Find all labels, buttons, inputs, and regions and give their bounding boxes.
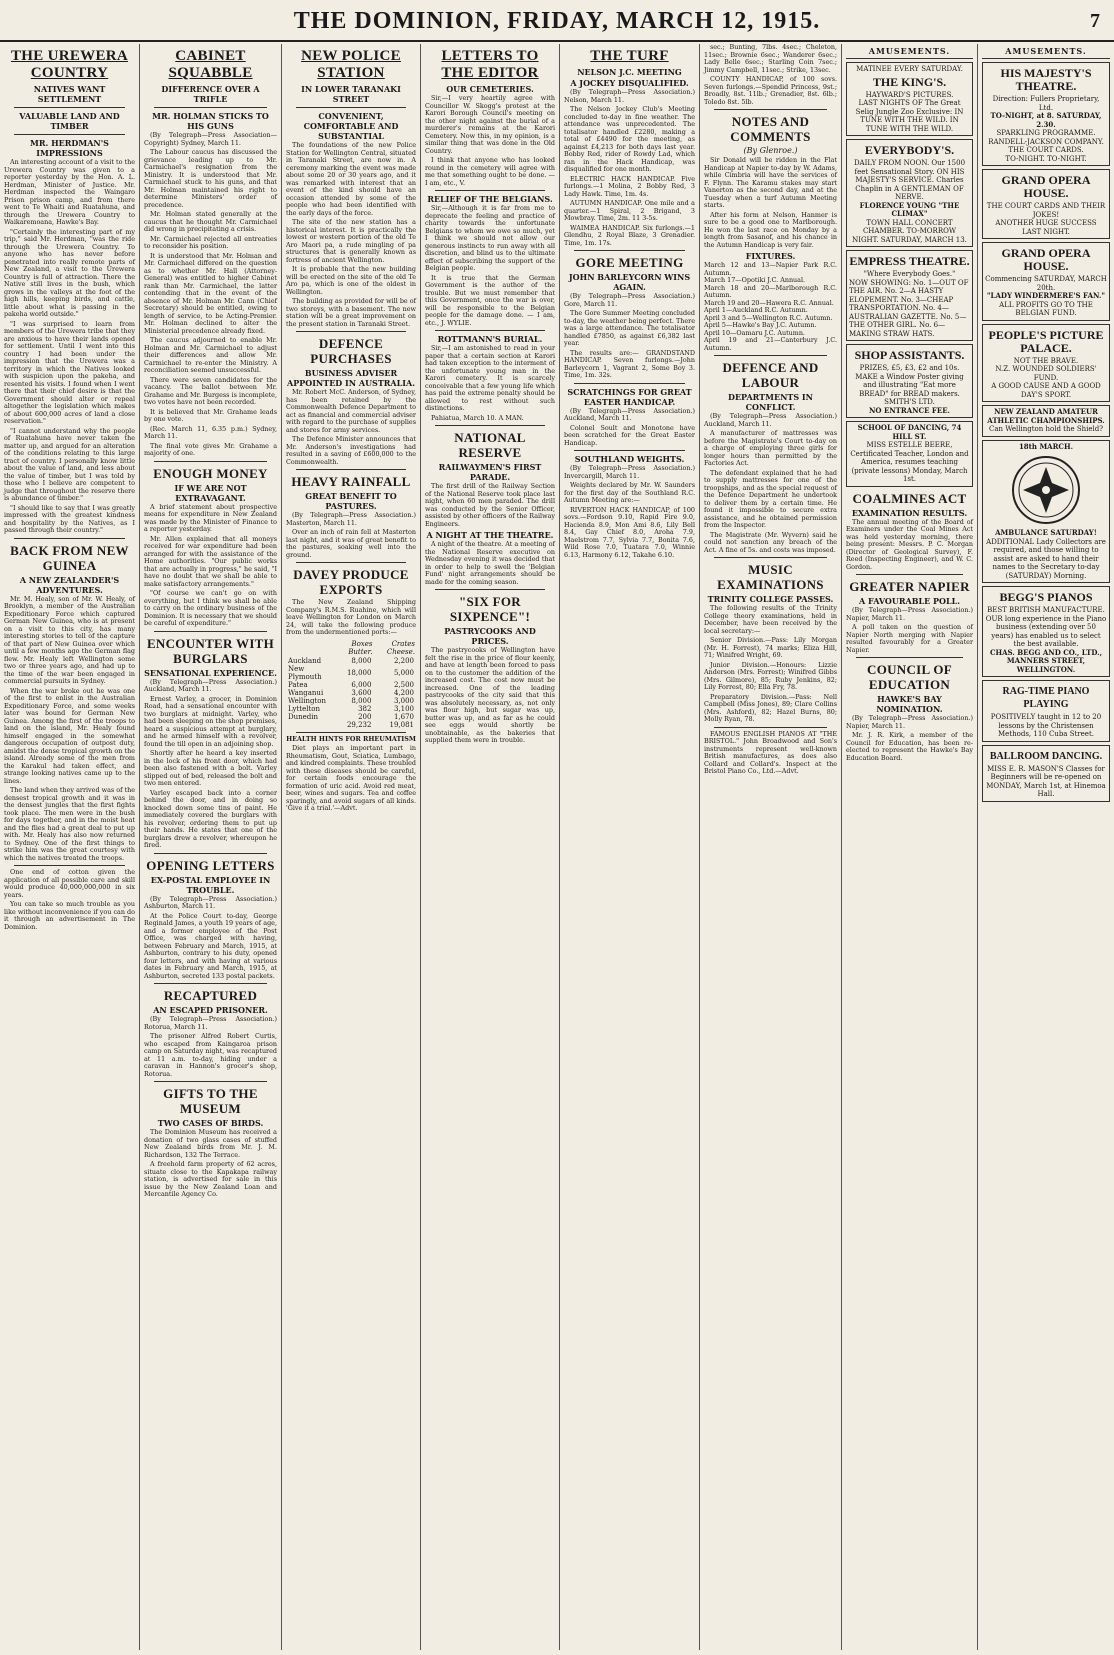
ad-line: CHAS. BEGG AND CO., LTD., MANNERS STREET, WELLINGTON. (989, 647, 1103, 674)
article-paragraph: Sir,—I very heartily agree with Councillor W. Skogg's protest at the Karori Borough Council's meeting on the other night against the burial of a murderer's remains at the Karori Cemetery. Now this, in my opinion, is a similar thing that was done in the Old Country. (425, 94, 555, 155)
ad-grand-opera (982, 169, 1110, 239)
table-cell: Dunedin (288, 712, 318, 721)
headline-defence: DEFENCE PURCHASES (310, 336, 392, 366)
article-paragraph: At the Police Court to-day, George Reginald James, a youth 19 years of age, and a former employee of the Post Office, was charged with having, between February and March, 1915, at Ashburton, contrary to his duty, opened four letters, and with having at various dates in February and March, 1915, at Ashburton, secreted 133 postal packets. (144, 911, 277, 980)
headline-urewera: THE UREWERA COUNTRY (10, 48, 129, 81)
headline-exports: DAVEY PRODUCE EXPORTS (293, 567, 409, 597)
race-result: RIVERTON HACK HANDICAP, of 100 sovs.—Fordson 9.10, Rapid Fire 9.0, Hacienda 8.9, Mon Ami 8.6, Lily Bell 8.4, Gay Chief 8.0, Aroha 7.9, Maelstrom 7.7, Sylvia 7.7, Bonita 7.6, Wild Rose 7.0, Tuatara 7.0, Winnie 6.13, Harmony 6.12, Takahe 6.10. (564, 505, 695, 559)
ad-his-majestys (982, 62, 1110, 166)
dateline: (By Telegraph—Press Association.) Gore, March 11. (564, 292, 695, 308)
ad-line: MISS E. R. MASON'S Classes for Beginners will be re-opened on MONDAY, March 1st, at Hinemoa Hall. (986, 764, 1106, 798)
headline-turf: THE TURF (590, 48, 669, 64)
article-paragraph: There were seven candidates for the vacancy. The ballot between Mr. Grahame and Mr. Burgess is incomplete, two votes have not been recorded. (144, 375, 277, 406)
divider (856, 657, 963, 658)
divider (435, 330, 545, 331)
table-row (286, 721, 416, 729)
column-3 (282, 44, 421, 1650)
subhead: SCRATCHINGS FOR GREAT EASTER HANDICAP. (567, 386, 692, 407)
headline-rainfall: HEAVY RAINFALL (291, 474, 411, 489)
subhead: RAILWAYMEN'S FIRST PARADE. (438, 462, 542, 482)
divider (154, 461, 267, 462)
dateline: (By Telegraph—Press Association.) Auckland, March 11. (704, 412, 837, 428)
ad-title: SHOP ASSISTANTS. (854, 348, 965, 362)
subhead: HAWKE'S BAY NOMINATION. (876, 694, 943, 714)
article-paragraph: It is understood that Mr. Holman and Mr. Carmichael differed on the question as to whether Mr. Hall (Attorney-General) was entitled to higher Cabinet rank than Mr. Carmichael, the latter contending that in the event of the absence of Mr. Holman Mr. Cann (Chief Secretary) should be entitled, owing to length of service, to be Acting-Premier. Mr. Holman declined to alter the Ministerial precedence already fixed. (144, 251, 277, 335)
byline: (By Glenroe.) (743, 146, 798, 155)
ad-everybodys (846, 139, 973, 247)
table-cell: 3,000 (393, 696, 414, 705)
subhead: ROTTMANN'S BURIAL. (437, 334, 543, 344)
table-cell: 3,600 (351, 688, 372, 697)
headline-gore: GORE MEETING (575, 255, 684, 270)
divider (154, 631, 267, 632)
table-cell: Wanganui (288, 688, 324, 697)
article-paragraph: I think that anyone who has looked round in the cemetery will agree with me that something ought to be done. — I am, etc., V. (425, 156, 555, 187)
table-row (286, 681, 416, 689)
table-header-cell: Boxes Butter. (348, 639, 373, 656)
article-paragraph: The Defence Minister announces that Mr. Anderson's investigations had resulted in a saving of £600,000 to the Commonwealth. (286, 435, 416, 466)
dateline: (By Telegraph—Press Association.) Auckland, March 11. (144, 677, 277, 693)
article-paragraph: Mr. Robert McC. Anderson, of Sydney, has been retained by the Commonwealth Defence Department to act as financial and commercial adviser with regard to the purchase of supplies and stores for army services. (286, 388, 416, 434)
article-paragraph: Sir,—I am astonished to read in your paper that a certain section at Karori had taken exception to the interment of the unfortunate young man in the Karori cemetery. It is scarcely conceivable that a few young life which has paid the extreme penalty should be allowed to rest without such distinctions. (425, 344, 555, 412)
table-cell: 5,000 (393, 668, 414, 677)
ad-line: LAST NIGHTS OF The Great Selig Jungle Zoo Exclusive: IN TUNE WITH THE WILD. IN TUNE WITH THE WILD. (855, 99, 964, 133)
article-paragraph: After his form at Nelson, Hanmer is sure to be a good one to Marlborough. He won the last race on Monday by a length from Sasanof, and his chance in the Autumn Handicap is very fair. (704, 210, 837, 249)
divider (435, 589, 545, 590)
article-paragraph: Mr. M. Healy, son of Mr. W. Healy, of Brooklyn, a member of the Australian Expeditionary Force which captured German New Guinea, who is at present on a visit to this city, has many interesting stories to tell of the capture of that part of New Guinea over which until a few months ago the German flag flew. Mr. Healy left Wellington some two or three years ago, and had up to the time of the war been engaged in commercial pursuits in Sydney. (4, 594, 135, 685)
divider (714, 109, 827, 110)
export-table-header (286, 639, 416, 657)
article-paragraph: Shortly after he heard a key inserted in the lock of his front door, which had been also fastened with a bolt. Varley slipped out of bed, released the bolt and two men entered. (144, 749, 277, 787)
article-paragraph: Colonel Soult and Monotone have been scratched for the Great Easter Handicap. (564, 423, 695, 447)
table-cell: 29,232 (346, 720, 372, 729)
table-row (286, 713, 416, 721)
ad-line: SPARKLING PROGRAMME. (996, 129, 1096, 137)
article-paragraph: It is probable that the new building will be erected on the site of the old Te Aro pa, which is one of the oldest in Wellington. (286, 265, 416, 296)
table-row (286, 705, 416, 713)
article-paragraph: "Certainly the interesting part of my trip," said Mr. Herdman, "was the ride through the Urewera Country. To anyone who has never before penetrated into really remote parts of New Zealand, a visit to the Urewera Country is full of attraction. There the Native still lives in the bush, which grows in the valleys at the foot of the high hills, keeping birds, and cattle, little about what is passing in the pakeha world outside." (4, 227, 135, 318)
race-result: COUNTY HANDICAP, of 100 sovs. Seven furlongs.—Spendid Princess, 9st.; Broadly, 8st. 11lb.; Grenadier, 8st. 6lb.; Toledo 8st. 5lb. (704, 75, 837, 106)
divider (154, 983, 267, 984)
article-paragraph: "I was surprised to learn from members of the Urewera tribe that they are anxious to have their lands opened for settlement. Until I went into this country I had been under the impression that the Urewera was a territory in which the Natives looked with suspicion upon the pakeha, and resented his visits. I found when I went there that their chief desire is that the Government should alter or repeal altogether the legislation which makes of about 600,000 acres of land a close reservation." (4, 319, 135, 425)
divider (574, 250, 685, 251)
ad-line: FLORENCE YOUNG "THE CLIMAX" (859, 200, 960, 218)
ad-begg-pianos (982, 586, 1110, 677)
table-cell: 8,000 (351, 656, 372, 665)
table-header-cell: Crates Cheese. (386, 639, 415, 656)
race-result: AUTUMN HANDICAP. One mile and a quarter.—1 Spiral, 2 Brigand, 3 Mowbray. Time, 2m. 11 3-5s. (564, 199, 695, 222)
divider (14, 865, 125, 866)
ad-title: EMPRESS THEATRE. (849, 254, 970, 268)
ad-line: RANDELL-JACKSON COMPANY. (988, 137, 1104, 146)
subhead: IF WE ARE NOT EXTRAVAGANT. (174, 482, 247, 503)
headline-police: NEW POLICE STATION (301, 48, 401, 81)
dateline: (By Telegraph—Press Association.) Ashburton, March 11. (144, 894, 277, 910)
ad-line: Commencing SATURDAY, MARCH 20th. (985, 275, 1107, 292)
headline-notes: NOTES AND COMMENTS (730, 114, 811, 144)
article-paragraph: Preparatory Division.—Pass: Nell Campbell (Miss Jones), 89; Clare Collins (Mrs. Ashford), 82; Hazel Burns, 80; Molly Ryan, 78. (704, 692, 837, 723)
article-paragraph: A night of the theatre. At a meeting of the National Reserve executive on Wednesday evening it was decided that in order to help to swell the 'Belgian Fund' night arrangements should be made for the coming season. (425, 540, 555, 586)
article-paragraph: Senior Division.—Pass: Lily Morgan (Mr. H. Forrest), 74 marks; Eliza Hill, 71; Winifred Wright, 69. (704, 636, 837, 659)
article-paragraph: Junior Division.—Honours: Lizzie Anderson (Mrs. Forrest); Winifred Gibbs (Mrs. Gilmore), 85; Ruby Jenkins, 82; Lily Forrest, 80; Ella Fry, 78. (704, 660, 837, 691)
dateline: (By Telegraph—Press Association.) Napier, March 11. (846, 606, 973, 622)
subhead: EX-POSTAL EMPLOYEE IN TROUBLE. (150, 874, 271, 895)
dateline: (By Telegraph—Press Association.) Masterton, March 11. (286, 511, 416, 527)
ad-line: TO-NIGHT. TO-NIGHT. (1005, 154, 1087, 163)
headline-music: MUSIC EXAMINATIONS (717, 562, 824, 592)
table-cell: 6,000 (351, 680, 372, 689)
subhead: JOHN BARLEYCORN WINS AGAIN. (568, 272, 691, 292)
divider (856, 574, 963, 575)
dateline: (By Telegraph—Press Association.) Napier, March 11. (846, 714, 973, 730)
article-paragraph: The New Zealand Shipping Company's R.M.S. Ruahine, which will leave Wellington for London on March 24, will take the following produce from the undermentioned ports:— (286, 598, 416, 636)
column-1 (0, 44, 140, 1650)
subhead: IN LOWER TARANAKI STREET (301, 84, 401, 104)
table-cell: 18,000 (346, 668, 372, 677)
subhead: BUSINESS ADVISER APPOINTED IN AUSTRALIA. (286, 368, 415, 388)
divider (296, 331, 406, 332)
subhead: NELSON J.C. MEETING (577, 67, 682, 77)
article-paragraph: The Magistrate (Mr. Wyvern) said he could not sanction any breach of the Act. A fine of 5s. and costs was imposed. (704, 530, 837, 554)
article-paragraph: The prisoner Alfred Robert Curtis, who escaped from Kaingaroa prison camp on Saturday night, was recaptured at 11 a.m. to-day, hiding under a caravan in Hannon's grocer's shop, Rotorua. (144, 1032, 277, 1078)
ad-line: 18th MARCH. (1018, 441, 1074, 451)
article-paragraph: The final vote gives Mr. Grahame a majority of one. (144, 441, 277, 457)
ad-grand-opera-2 (982, 242, 1110, 321)
subhead: DEPARTMENTS IN CONFLICT. (728, 392, 813, 412)
ad-kings (846, 62, 973, 136)
ad-line: NEW ZEALAND AMATEUR ATHLETIC CHAMPIONSHIPS. (987, 407, 1105, 425)
subhead: SENSATIONAL EXPERIENCE. (144, 667, 277, 678)
ad-line: PRIZES, £5, £3, £2 and 10s. (859, 364, 960, 372)
ad-line: ANOTHER HUGE SUCCESS LAST NIGHT. (995, 219, 1097, 236)
article-paragraph: The building as provided for will be of two storeys, with a basement. The new station will be a great improvement on the present station in Taranaki Street. (286, 297, 416, 328)
column-2 (140, 44, 282, 1650)
table-cell: 200 (358, 712, 372, 721)
article-paragraph: The following results of the Trinity College theory examinations, held in December, have been received by the local secretary:— (704, 604, 837, 635)
ad-line: ALL PROFITS GO TO THE BELGIAN FUND. (999, 300, 1093, 317)
article-paragraph: Pahiatua, March 10. A MAN. (431, 413, 524, 422)
divider (435, 425, 545, 426)
table-cell: 382 (358, 704, 372, 713)
race-result: WAIMEA HANDICAP. Six furlongs.—1 Glendhu, 2 Royal Blaze, 3 Grenadier. Time, 1m. 17s. (564, 223, 695, 247)
divider (714, 557, 827, 558)
divider (296, 732, 406, 733)
article-paragraph: One end of cotton given the application of all possible care and skill would produce 40,000,000,000 in six years. (4, 868, 135, 899)
dateline: (By Telegraph—Press Association.) Nelson, March 11. (564, 88, 695, 104)
race-result: The results are:— GRANDSTAND HANDICAP. Seven furlongs.—John Barleycorn 1, Vagrant 2, Some Boy 3. Time, 1m. 32s. (564, 348, 695, 379)
table-cell: 2,200 (393, 656, 414, 665)
headline-defence-labour: DEFENCE AND LABOUR (722, 360, 819, 390)
column-5 (560, 44, 700, 1650)
article-paragraph: Ernest Varley, a grocer, in Dominion Road, had a sensational encounter with two burglars at midnight. Varley, who had been sleeping on the shop premises, heard a suspicious attempt at burglary, and he armed himself with a revolver, found the till open in an adjoining shop. (144, 694, 277, 748)
article-paragraph: A brief statement about prospective means for expenditure in New Zealand was made by the Minister of Finance to a reporter yesterday. (144, 502, 277, 533)
subhead: SOUTHLAND WEIGHTS. (574, 454, 685, 464)
table-row (286, 697, 416, 705)
article-paragraph: You can take so much trouble as you like without inconvenience if you can do it through an advertisement in The Dominion. (4, 900, 135, 931)
subhead: A FAVOURABLE POLL. (859, 596, 960, 606)
fixtures-list: March 12 and 13—Napier Park R.C. Autumn. March 17—Opotiki J.C. Annual. March 18 and 20—Marlborough R.C. Autumn. March 19 and 20—Hawera R.C. Annual. April 1—Auckland R.C. Autumn. April 3 and 5—Wellington R.C. Autumn. April 5—Hawke's Bay J.C. Autumn. April 10—Oamaru J.C. Autumn. April 19 and 21—Canterbury J.C. Autumn. (704, 261, 837, 352)
subhead: NATIVES WANT SETTLEMENT (33, 84, 106, 104)
article-paragraph: "Of course we can't go on with everything, but I think we shall be able to carry on the ordinary business of the Dominion. It is necessary that we should be careful of expenditure." (144, 589, 277, 627)
table-cell: 2,500 (393, 680, 414, 689)
table-row (286, 665, 416, 681)
article-paragraph: The annual meeting of the Board of Examiners under the Coal Mines Act was held yesterday morning, there being present: Messrs. P. C. Morgan (Director of Geological Survey), F. Reed (Inspecting Engineer), and W. C. Gordon. (846, 517, 973, 571)
ad-empress (846, 250, 973, 341)
ad-line: ADDITIONAL Lady Collectors are required, and those willing to assist are asked to hand their names to the Secretary to-day (SATURDAY) Morning. (986, 537, 1106, 580)
article-paragraph: The pastrycooks of Wellington have felt the rise in the price of flour keenly, and have at length been forced to pass on to the customer the addition of the increased cost. The cost now must be increased. One of the leading pastrycooks of the city said that this was absolutely necessary, as, not only was flour high, but sugar was up, butter was up, and as far as he could see eggs would shortly be unobtainable, as the bakeries that supplied them were in trouble. (425, 646, 555, 744)
subhead: A NIGHT AT THE THEATRE. (426, 530, 554, 540)
article-paragraph: The Labour caucus has discussed the grievance leading up to Mr. Carmichael's resignation from the Ministry. It is understood that Mr. Carmichael stuck to his guns, and that Mr. Holman maintained his right to determine Ministers' order of precedence. (144, 148, 277, 209)
ad-line: POSITIVELY taught in 12 to 20 lessons by the Christensen Methods, 110 Cuba Street. (990, 713, 1102, 738)
article-paragraph: Varley escaped back into a corner behind the door, and in doing so knocked down some tins of paint. He immediately covered the burglars with his revolver, ordering them to put up their hands. He states that one of the burglars drew a revolver, whereupon he fired. (144, 788, 277, 849)
subhead: AN ESCAPED PRISONER. (153, 1005, 268, 1015)
subhead: A NEW ZEALANDER'S ADVENTURES. (19, 574, 120, 595)
ad-title: BEGG'S PIANOS (999, 590, 1093, 604)
ad-line: TOWN HALL CONCERT CHAMBER. TO-MORROW NIGHT. SATURDAY, MARCH 13. (852, 218, 967, 244)
article-paragraph: The Dominion Museum has received a donation of two glass cases of stuffed New Zealand birds from Mr. J. M. Richardson, 132 The Terrace. (144, 1128, 277, 1159)
article-paragraph: Sir Donald will be ridden in the Flat Handicap at Napier to-day by W. Adams, while Cimbria will have the services of F. Flynn. The Karamu stakes may start Vanerton as the second day, and at the Tuesday when a turf Autumn Meeting starts. (704, 156, 837, 209)
column-4 (421, 44, 560, 1650)
article-paragraph: The Nelson Jockey Club's Meeting concluded to-day in fine weather. The attendance was unprecedented. The totalisator handled £2280, making a total of £4490 for the meeting, as against £4,213 for both days last year. Bobby Red, rider of Rowdy Lad, which ran in the Hack Handicap, was disqualified for one month. (564, 105, 695, 173)
subhead: TRINITY COLLEGE PASSES. (707, 594, 834, 604)
article-paragraph: The site of the new station has a historical interest. It is practically the lowest or western portion of the old Te Aro Maori pa, a rude mingling of pa structures that is generally known as fortress of ancient Wellington. (286, 218, 416, 264)
article-paragraph: It is believed that Mr. Grahame leads by one vote. (144, 407, 277, 423)
ad-title: PEOPLE'S PICTURE PALACE. (988, 327, 1104, 355)
ad-line: Direction: Fullers Proprietary, Ltd. (992, 95, 1100, 112)
subhead: DIFFERENCE OVER A TRIFLE (161, 84, 260, 104)
subhead: MR. HOLMAN STICKS TO HIS GUNS (152, 111, 269, 131)
subhead: GREAT BENEFIT TO PASTURES. (305, 491, 397, 511)
article-paragraph: The caucus adjourned to enable Mr. Holman and Mr. Carmichael to adjust their differences and allow Mr. Carmichael to re-enter the Ministry. A reconciliation seemed unsuccessful. (144, 336, 277, 374)
ad-line: OUR long experience in the Piano business (extending over 50 years) has enabled us to select the best available. (985, 614, 1107, 648)
ad-line: NOW SHOWING: No. 1—OUT OF THE AIR. No. 2—A HASTY ELOPEMENT. No. 3—CHEAP TRANSPORTATION. No. 4—AUSTRALIAN GAZETTE. No. 5—THE OTHER GIRL. No. 6—MAKING STRAW HATS. (849, 278, 969, 338)
divider (714, 355, 827, 356)
table-cell: 3,100 (393, 704, 414, 713)
dateline: (By Telegraph—Press Association.) Rotorua, March 11. (144, 1015, 277, 1031)
table-cell (286, 721, 335, 729)
advertisement-text: FAMOUS ENGLISH PIANOS AT "THE BRISTOL." John Broadwood and Son's instruments represent well-known British manufactures, as does also Collard and Collard's. Inspect at the Bristol Piano Co., Ltd.—Advt. (704, 729, 837, 775)
subhead: FIXTURES. (745, 251, 796, 261)
subhead: PASTRYCOOKS AND PRICES. (444, 626, 536, 646)
masthead (0, 0, 1114, 42)
subhead: A JOCKEY DISQUALIFIED. (570, 78, 689, 88)
ad-ragtime (982, 680, 1110, 742)
subhead: EXAMINATION RESULTS. (851, 507, 968, 518)
headline-coalmines: COALMINES ACT (852, 490, 967, 506)
export-table (286, 639, 416, 729)
dateline: (By Telegraph—Press Association.) Auckland, March 11. (564, 406, 695, 422)
article-paragraph: Mr. J. R. Kirk, a member of the Council for Education, has been re-elected to represent the Hawke's Bay Education Board. (846, 731, 973, 762)
divider (14, 134, 125, 135)
ad-line: BEST BRITISH MANUFACTURE. (987, 606, 1105, 614)
headline-recaptured: RECAPTURED (163, 988, 258, 1003)
dateline: (By Telegraph—Press Association.) Invercargill, March 11. (564, 464, 695, 480)
ad-line: N.Z. WOUNDED SOLDIERS' FUND. (995, 365, 1097, 382)
table-cell: 4,200 (393, 688, 414, 697)
article-paragraph: Mr. Carmichael rejected all entreaties to reconsider his position. (144, 234, 277, 250)
divider (154, 1081, 267, 1082)
ad-title: BALLROOM DANCING. (989, 750, 1103, 762)
table-header-cell (286, 639, 335, 657)
ad-title: HIS MAJESTY'S THEATRE. (1000, 66, 1092, 93)
table-cell: Wellington (288, 696, 327, 705)
article-paragraph: When the war broke out he was one of the first to enlist in the Australian Expeditionary Force, and some weeks later was bound for German New Guinea. Among the first of the troops to land on the island, Mr. Healy found himself engaged in the somewhat dangerous occupation of outpost duty, amidst the dense tropical growth on the island. Already some of the men from the Karakul had taken effect, and strange looking natives came up to the lines. (4, 686, 135, 785)
subhead: VALUABLE LAND AND TIMBER (19, 111, 120, 131)
article-paragraph: The first drill of the Railway Section of the National Reserve took place last night, when 60 men paraded. The drill was conducted by the Senior Officer, assisted by other officers of the Railway Engineers. (425, 482, 555, 528)
article-paragraph: A manufacturer of mattresses was before the Magistrate's Court to-day on a charge of employing three girls for longer hours than permitted by the Factories Act. (704, 429, 837, 467)
article-paragraph: "I should like to say that I was greatly impressed with the greatest kindness and hospitality by the Natives, as I passed through their country." (4, 503, 135, 534)
divider (14, 538, 125, 539)
dateline: (By Telegraph—Press Association—Copyright) Sydney, March 11. (144, 131, 277, 147)
ad-title: GRAND OPERA HOUSE. (1001, 246, 1091, 273)
article-paragraph: Weights declared by Mr. W. Saunders for the first day of the Southland R.C. Autumn Meeting are:— (564, 481, 695, 504)
race-result: ELECTRIC HACK HANDICAP. Five furlongs.—1 Molina, 2 Bobby Red, 3 Lady Hawk. Time, 1m. 4s. (564, 174, 695, 198)
ad-shop-assistants (846, 344, 973, 418)
race-result: sec.; Bunting, 7lbs. 4sec.; Cheleton, 11sec.; Brownie 6sec.; Wanderer 6sec.; Lady Belle 6sec.; Starling Coin 7sec.; Jimmy Campbell, 11sec.; Strike, 13sec. (704, 44, 837, 74)
article-paragraph: The land when they arrived was of the densest tropical growth and it was in the densest jungles that the first fights took place. The men were in the bush for days together, and in the moist heat and the flies had a great deal to put up with. Mr. Healy has also now returned to Sydney. One of the first things to strike him was the great courtesy with which the natives treated the troops. (4, 786, 135, 862)
subhead: TWO CASES OF BIRDS. (157, 1118, 264, 1128)
dateline: (Rec. March 11, 6.35 p.m.) Sydney, March 11. (144, 424, 277, 440)
ad-line: A GOOD CAUSE AND A GOOD DAY'S SPORT. (991, 382, 1101, 399)
divider (154, 107, 267, 108)
ad-line: TO-NIGHT, at 8. SATURDAY, 2.30. (990, 111, 1102, 129)
divider (574, 450, 685, 451)
ad-title: RAG-TIME PIANO PLAYING (1002, 686, 1090, 710)
ad-line: MISS ESTELLE BEERE, Certificated Teacher, London and America, resumes teaching (private lessons) Monday, March 1st. (850, 441, 969, 483)
table-cell: Lyttelton (288, 704, 321, 713)
ad-line: SCHOOL OF DANCING, 74 HILL ST. (857, 423, 962, 441)
ad-line: MATINEE EVERY SATURDAY. (856, 65, 963, 73)
article-paragraph: An interesting account of a visit to the Urewera Country was given to a reporter yesterday by the Hon. A. L. Herdman, Minister of Justice. Mr. Herdman inspected the Waingaro Prison prison camp, and from there went to Te Whaiti and Ruatahuna, and through the Urewera Country to Waikaremoana, Hawke's Bay. (4, 158, 135, 226)
divider (296, 469, 406, 470)
masthead-title: THE DOMINION, FRIDAY, MARCH 12, 1915. (293, 8, 821, 34)
headline-burglars: ENCOUNTER WITH BURGLARS (146, 635, 275, 666)
article-paragraph: Sir,—Although it is far from me to deprecate the feeling and practice of charity towards the unfortunate Belgians to whom we owe so much, yet I think we should not allow our generous instincts to run away with all discretion, and blind us to the ultimate effect of subscribing the support of the Belgian people. (425, 204, 555, 272)
article-paragraph: Diet plays an important part in Rheumatism, Gout, Sciatica, Lumbago, and kindred complaints. These troubled with these diseases should be careful, for certain foods encourage the formation of uric acid. Avoid red meat, beer, wines and sugars. Tea and coffee sparingly, and avoid sugars of all kinds. 'Give it a trial.'—Advt. (286, 744, 416, 812)
table-cell: Patea (288, 680, 308, 689)
st-john-cross-emblem-icon (1011, 455, 1081, 525)
divider (296, 562, 406, 563)
ad-line: THE COURT CARDS. (1008, 146, 1084, 154)
headline-new-guinea: BACK FROM NEW GUINEA (10, 542, 129, 573)
headline-education: COUNCIL OF EDUCATION (867, 662, 952, 692)
ad-line: DAILY FROM NOON. Our 1500 feet Sensational Story. ON HIS MAJESTY'S SERVICE. Charles Chaplin in A GENTLEMAN OF NERVE. (853, 159, 966, 201)
headline-cabinet: CABINET SQUABBLE (168, 48, 253, 81)
divider (296, 107, 406, 108)
divider (574, 383, 685, 384)
column-7-amusements (842, 44, 978, 1650)
divider (714, 727, 827, 728)
ad-peoples-palace (982, 324, 1110, 403)
subhead: RELIEF OF THE BELGIANS. (427, 194, 553, 204)
table-row (286, 689, 416, 697)
ad-line: "Where Everybody Goes." (863, 270, 956, 278)
ad-line: NO ENTRANCE FEE. (869, 405, 950, 415)
ad-line: AMBULANCE SATURDAY! (995, 528, 1097, 537)
divider (435, 190, 545, 191)
headline-letters-editor: LETTERS TO THE EDITOR (441, 48, 539, 81)
table-row (286, 657, 416, 665)
table-cell: 19,081 (389, 720, 414, 729)
article-paragraph: A freehold farm property of 62 acres, situate close to the Kapakapa railway station, is advertised for sale in this issue by the New Zealand Loan and Mercantile Agency Co. (144, 1160, 277, 1198)
ad-athletic (982, 405, 1110, 437)
divider (154, 853, 267, 854)
article-paragraph: Mr. Allen explained that all moneys received for war expenditure had been arranged for with the assistance of the Home authorities. "Our public works that are actually in progress," he said, "I have no doubt that we shall be able to make satisfactory arrangements." (144, 534, 277, 588)
ad-ballroom (982, 745, 1110, 802)
page-number: 7 (1090, 10, 1100, 32)
ad-title: EVERYBODY'S. (864, 143, 955, 157)
headline-museum: GIFTS TO THE MUSEUM (163, 1086, 258, 1116)
article-paragraph: A poll taken on the question of Napier North merging with Napier resulted favourably for a Greater Napier. (846, 623, 973, 654)
subhead: OUR CEMETERIES. (446, 84, 534, 94)
subhead: CONVENIENT, COMFORTABLE AND SUBSTANTIAL (303, 111, 399, 141)
headline-sixpence: "SIX FOR SIXPENCE"! (449, 594, 531, 624)
ad-line: HAYWARD'S PICTURES. (865, 90, 954, 99)
headline-napier: GREATER NAPIER (849, 579, 970, 594)
ad-line: MAKE a Window Poster giving and illustrating "Eat more BREAD" for BREAD makers. SMITH'S LTD. (855, 372, 964, 406)
headline-reserve: NATIONAL RESERVE (454, 430, 526, 460)
column-6 (700, 44, 842, 1650)
headline-letters: OPENING LETTERS (146, 857, 275, 873)
column-header: AMUSEMENTS. (982, 46, 1110, 59)
article-paragraph: The Gore Summer Meeting concluded to-day, the weather being perfect. There was a large attendance. The totalisator handled £7850, as against £6,382 last year. (564, 309, 695, 347)
table-cell: Auckland (288, 656, 322, 665)
ad-title: THE KING'S. (872, 74, 947, 89)
ad-line: "LADY WINDERMERE'S FAN." (986, 291, 1106, 300)
ad-dancing (846, 421, 973, 487)
ad-line: THE COURT CARDS AND THEIR JOKES! (986, 202, 1106, 219)
subhead: MR. HERDMAN'S IMPRESSIONS (30, 138, 109, 158)
table-cell: 8,000 (351, 696, 372, 705)
ad-ambulance (982, 440, 1110, 584)
article-paragraph: "I cannot understand why the people of Ruatahuna have never taken the matter up, and argued for an alteration of the conditions relating to this large tract of country. I personally know little about the value of land, and less about the value of timber, but I was told by those who I believe are competent to judge that throughout the reserve there is abundance of timber." (4, 426, 135, 502)
ad-line: Can Wellington hold the Shield? (988, 425, 1103, 433)
ad-line: NOT THE BRAVE. (1013, 356, 1079, 365)
article-paragraph: Mr. Holman stated generally at the caucus that he thought Mr. Carmichael did wrong in precipitating a crisis. (144, 210, 277, 233)
article-paragraph: The defendant explained that he had to supply mattresses for one of the troopships, and as the special request of the Defence Department he undertook to deliver them by a certain time. He found it impossible to secure extra assistance, and he obtained permission from the Inspector. (704, 468, 837, 529)
table-cell: New Plymouth (288, 664, 322, 681)
article-paragraph: Over an inch of rain fell at Masterton last night, and it was of great benefit to the pastures, soaking well into the ground. (286, 528, 416, 559)
column-8-amusements (978, 44, 1114, 1650)
article-paragraph: HEALTH HINTS FOR RHEUMATISM (286, 734, 416, 743)
headline-money: ENOUGH MONEY (153, 465, 268, 481)
article-paragraph: The foundations of the new Police Station for Wellington Central, situated in Taranaki Street, are now in. A ceremony marking the event was made about some 20 or 30 years ago, and it was remarked with interest that an event of the kind should have an occasion attended by some of the people who had been identified with the early days of the force. (286, 141, 416, 217)
divider (14, 107, 125, 108)
table-cell: 1,670 (393, 712, 414, 721)
ad-title: GRAND OPERA HOUSE. (1001, 173, 1091, 200)
article-paragraph: It is true that the German Government is the author of the trouble. But we must remember that this Government, once the war is over, will be responsible to the Belgian people for the damage done. — I am, etc., J. WYLIE. (425, 273, 555, 327)
column-header: AMUSEMENTS. (846, 46, 973, 59)
